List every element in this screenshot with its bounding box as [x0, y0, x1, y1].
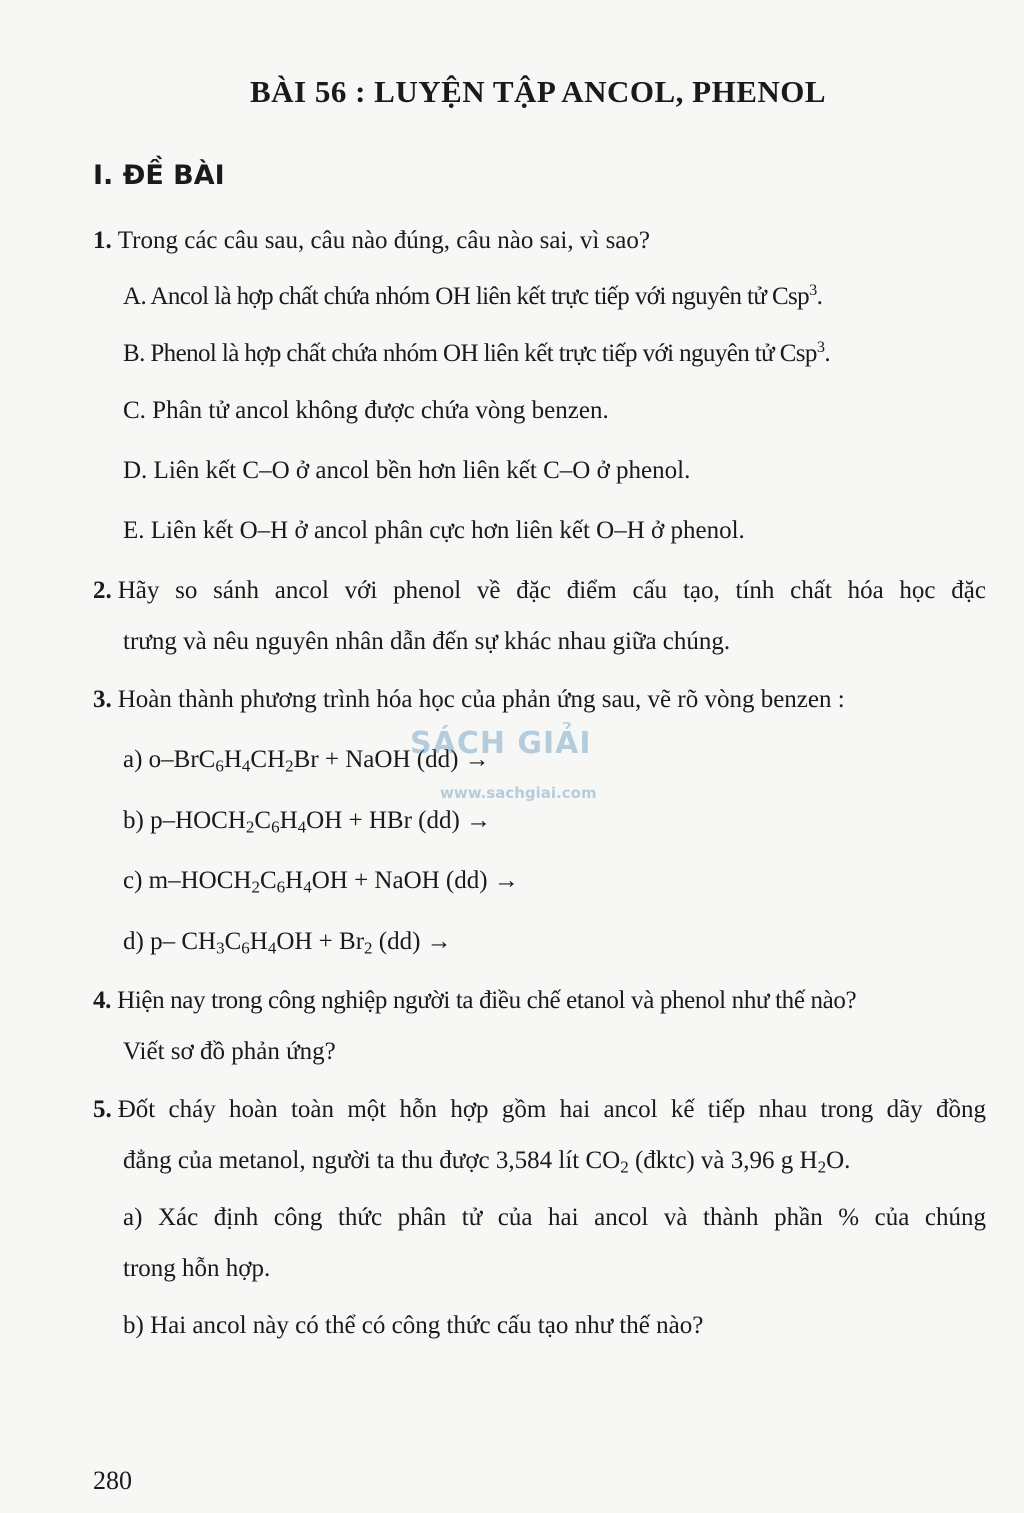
subscript: 2 [364, 938, 373, 958]
subscript: 2 [620, 1157, 629, 1177]
option-b [123, 338, 831, 367]
option-d: D. Liên kết C–O ở ancol bền hơn liên kết C–O ở phenol. [123, 457, 691, 484]
subscript: 2 [285, 756, 294, 776]
option-end: . [824, 340, 831, 367]
reaction-b [123, 807, 492, 837]
formula-part: CH [250, 746, 286, 773]
text-part: đẳng của metanol, người ta thu được 3,584 lít CO [123, 1147, 621, 1174]
text-part: (đktc) và 3,96 g H [628, 1147, 818, 1174]
question-number: 5. [93, 1096, 112, 1123]
text-part: O. [826, 1147, 851, 1174]
subscript: 2 [245, 817, 255, 837]
question-text: Hiện nay trong công nghiệp người ta điều chế etanol và phenol như thế nào? [117, 987, 857, 1014]
formula-part: (dd) → [372, 928, 452, 955]
section-heading: I. ĐỀ BÀI [93, 160, 225, 191]
question-5 [93, 1097, 986, 1122]
watermark-url: www.sachgiai.com [440, 784, 597, 802]
subscript: 2 [817, 1157, 827, 1177]
question-5-part-b: b) Hai ancol này có thể có công thức cấu tạo như thế nào? [123, 1312, 704, 1339]
formula-part: a) o–BrC [123, 746, 216, 773]
question-number: 1. [93, 227, 112, 254]
page-number: 280 [93, 1466, 132, 1495]
question-1 [93, 228, 650, 253]
formula-part: c) m–HOCH [123, 867, 252, 894]
option-e: E. Liên kết O–H ở ancol phân cực hơn liên kết O–H ở phenol. [123, 517, 745, 544]
reaction-d [123, 928, 452, 958]
subscript: 2 [251, 877, 260, 897]
question-4-continued: Viết sơ đồ phản ứng? [123, 1038, 336, 1065]
formula-part: H [285, 867, 304, 894]
subscript: 3 [216, 938, 225, 958]
option-text: B. Phenol là hợp chất chứa nhóm OH liên kết trực tiếp với nguyên tử Csp [123, 340, 817, 367]
question-text: Đốt cháy hoàn toàn một hỗn hợp gồm hai ancol kế tiếp nhau trong dãy đồng [117, 1096, 986, 1123]
lesson-title: BÀI 56 : LUYỆN TẬP ANCOL, PHENOL [249, 74, 827, 109]
formula-part: H [279, 807, 298, 834]
subscript: 4 [297, 817, 307, 837]
superscript: 3 [816, 338, 825, 357]
subscript: 4 [303, 877, 312, 897]
option-a [123, 281, 823, 310]
formula-part: H [223, 746, 242, 773]
option-end: . [816, 283, 823, 310]
formula-part: C [254, 807, 272, 834]
subscript: 4 [267, 938, 277, 958]
question-5-continued [123, 1147, 851, 1177]
subscript: 6 [241, 938, 250, 958]
subscript: 6 [276, 877, 286, 897]
formula-part: C [259, 867, 277, 894]
question-number: 2. [93, 577, 112, 604]
formula-part: OH + NaOH (dd) → [311, 867, 519, 894]
question-5-part-a: a) Xác định công thức phân tử của hai ancol và thành phần % của chúng [123, 1204, 986, 1231]
question-number: 3. [93, 686, 112, 713]
question-text: Trong các câu sau, câu nào đúng, câu nào sai, vì sao? [117, 227, 650, 254]
formula-part: b) p–HOCH [123, 807, 246, 834]
question-text: Hoàn thành phương trình hóa học của phản ứng sau, vẽ rõ vòng benzen : [117, 686, 845, 713]
reaction-c [123, 867, 519, 897]
option-text: A. Ancol là hợp chất chứa nhóm OH liên kết trực tiếp với nguyên tử Csp [123, 283, 810, 310]
subscript: 4 [241, 756, 251, 776]
formula-part: OH + HBr (dd) → [306, 807, 492, 834]
formula-part: d) p– CH [123, 928, 217, 955]
formula-part: C [224, 928, 242, 955]
question-text: Hãy so sánh ancol với phenol về đặc điểm cấu tạo, tính chất hóa học đặc [117, 577, 986, 604]
watermark-brand: SÁCH GIẢI [410, 726, 592, 761]
question-5-part-a-continued: trong hỗn hợp. [123, 1255, 271, 1282]
superscript: 3 [809, 281, 817, 300]
question-number: 4. [93, 987, 112, 1014]
question-2-continued: trưng và nêu nguyên nhân dẫn đến sự khác nhau giữa chúng. [123, 628, 731, 655]
question-4 [93, 988, 856, 1013]
watermark [410, 712, 620, 802]
subscript: 6 [215, 756, 224, 776]
formula-part: OH + Br [276, 928, 365, 955]
subscript: 6 [271, 817, 280, 837]
question-3 [93, 687, 845, 712]
option-c: C. Phân tử ancol không được chứa vòng benzen. [123, 397, 609, 424]
formula-part: Br + NaOH (dd) → [293, 746, 490, 773]
question-2 [93, 578, 986, 603]
formula-part: H [249, 928, 268, 955]
